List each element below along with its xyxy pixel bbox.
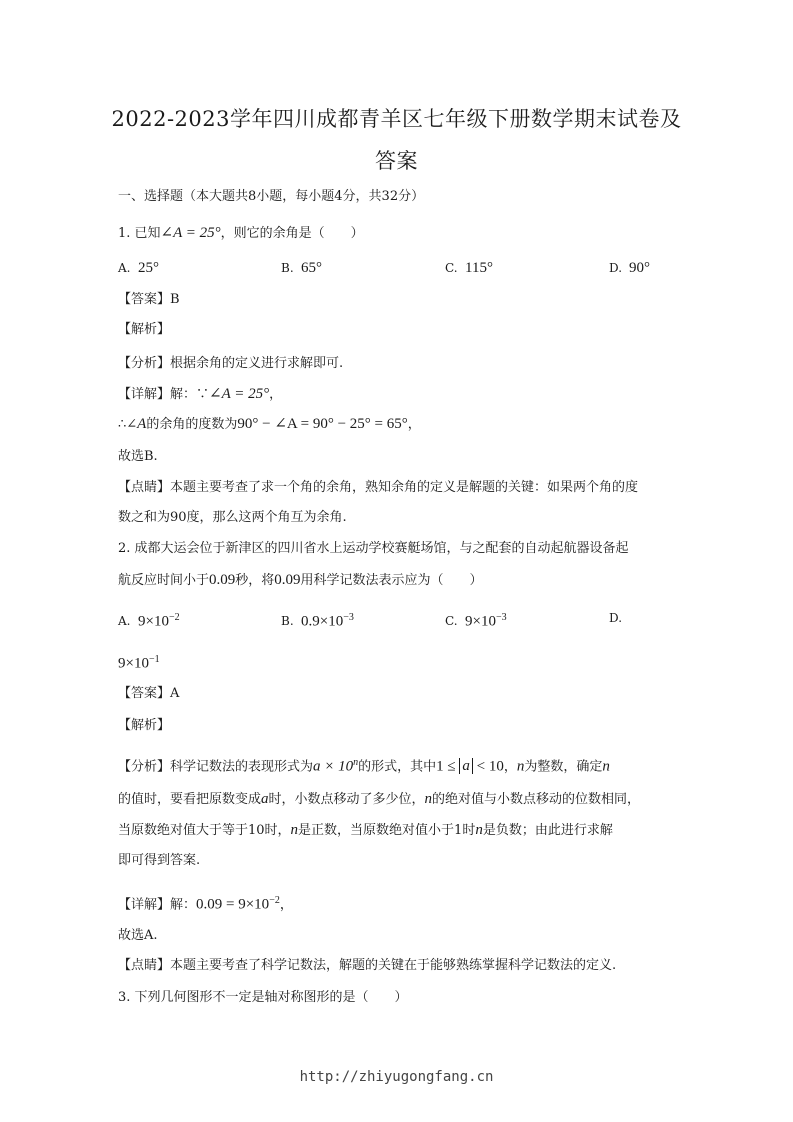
q2-fenxi-c: ， — [503, 759, 517, 775]
q2-line3-c: 是负数；由此进行求解 — [482, 823, 613, 838]
q2-stem-line-1: 2. 成都大运会位于新津区的四川省水上运动学校赛艇场馆，与之配套的自动起航器设备起 — [118, 541, 629, 556]
q2-xiangjie-math: 0.09 = 9×10 — [196, 896, 270, 913]
q2-line2-b: 时，小数点移动了多少位， — [268, 792, 425, 807]
q2-option-d-exp: −1 — [148, 654, 160, 665]
q2-fenxi-exp: n — [353, 757, 359, 768]
q2-option-d-value — [118, 650, 160, 674]
q2-option-a — [118, 608, 180, 632]
q2-line3-a: 当原数绝对值大于等于10时， — [118, 823, 291, 838]
q2-option-d-base: 9×10 — [118, 655, 149, 672]
q1-guxuan: 故选B. — [118, 449, 158, 464]
q1-therefore-var: A — [137, 416, 147, 432]
q2-jiexi: 【解析】 — [118, 718, 171, 733]
q2-stem-a: 航反应时间小于 — [118, 573, 210, 588]
q2-option-a-key: A. — [118, 614, 131, 629]
q2-line3-b: 是正数，当原数绝对值小于1时 — [298, 823, 476, 838]
q1-therefore-math: 90° − ∠A = 90° − 25° = 65° — [237, 416, 408, 432]
q2-fenxi-b: 的形式，其中 — [358, 759, 437, 775]
q1-therefore-pre: ∴∠ — [118, 417, 138, 432]
q1-xiangjie — [118, 384, 282, 405]
q2-stem-m1: 0.09 — [209, 572, 236, 588]
q2-stem-line-2 — [118, 570, 483, 591]
q1-jiexi: 【解析】 — [118, 322, 171, 337]
q3-stem: 3. 下列几何图形不一定是轴对称图形的是（ ） — [118, 990, 408, 1005]
q2-xiangjie-post: ， — [279, 897, 293, 913]
q2-fenxi-line-1 — [118, 753, 610, 777]
q1-option-a-key: A. — [118, 261, 131, 275]
q2-fenxi-abs: a — [459, 758, 473, 774]
q2-fenxi-m: a × 10 — [313, 758, 354, 775]
q1-therefore — [118, 414, 421, 435]
q2-xiangjie — [118, 891, 293, 915]
q1-option-a-value: 25° — [138, 260, 159, 276]
q2-line3-n1: n — [290, 822, 299, 838]
q2-fenxi-n1: n — [516, 758, 525, 775]
q2-fenxi-d: 为整数，确定 — [524, 759, 603, 775]
q2-option-c-key: C. — [445, 614, 458, 629]
q2-stem-m2: 0.09 — [274, 572, 301, 588]
q1-stem — [118, 223, 364, 244]
q1-dianjing-line-2: 数之和为90度，那么这两个角互为余角. — [118, 510, 347, 525]
q1-option-b — [281, 258, 322, 279]
q2-guxuan: 故选A. — [118, 928, 158, 943]
q2-xiangjie-pre: 【详解】解： — [118, 897, 197, 913]
q1-option-d-key: D. — [609, 261, 623, 275]
q2-line2-var: a — [261, 791, 269, 807]
q2-option-b — [281, 608, 354, 632]
section-heading: 一、选择题（本大题共8小题，每小题4分，共32分） — [118, 189, 425, 204]
q1-option-d-value: 90° — [629, 260, 650, 276]
q2-option-a-base: 9×10 — [138, 613, 169, 630]
q1-option-c — [445, 258, 493, 279]
q2-dianjing: 【点睛】本题主要考查了科学记数法，解题的关键在于能够熟练掌握科学记数法的定义. — [118, 958, 617, 973]
q1-fenxi: 【分析】根据余角的定义进行求解即可. — [118, 356, 344, 371]
q1-xiangjie-post: ， — [269, 387, 283, 402]
q1-stem-post: ，则它的余角是（ ） — [220, 226, 364, 241]
q2-fenxi-line-4: 即可得到答案. — [118, 853, 201, 868]
q1-stem-pre: 1. 已知 — [118, 226, 161, 241]
q1-option-b-key: B. — [281, 261, 294, 275]
q2-option-c — [445, 608, 507, 632]
q2-line3-n2: n — [475, 822, 483, 838]
q2-option-d — [609, 608, 629, 629]
q2-option-c-exp: −3 — [495, 612, 507, 623]
q2-option-a-exp: −2 — [168, 612, 180, 623]
q2-line2-a: 的值时，要看把原数变成 — [118, 792, 262, 807]
q2-option-b-key: B. — [281, 614, 294, 629]
q1-therefore-post: ， — [407, 417, 421, 432]
q2-line2-c: 的绝对值与小数点移动的位数相同， — [432, 792, 641, 807]
q2-xiangjie-exp: −2 — [269, 895, 280, 906]
q2-option-b-base: 0.9×10 — [301, 613, 344, 630]
q1-option-c-value: 115° — [465, 260, 493, 276]
q2-option-c-base: 9×10 — [465, 613, 496, 630]
q1-stem-math: ∠A = 25° — [160, 225, 221, 241]
q2-fenxi-n2: n — [602, 758, 610, 775]
q2-answer: 【答案】A — [118, 686, 180, 701]
q2-fenxi-ineq-left: 1 ≤ — [436, 758, 460, 775]
q1-xiangjie-math: ∠A = 25° — [209, 386, 270, 402]
q2-fenxi-ineq-right: < 10 — [472, 758, 504, 775]
q2-option-b-exp: −3 — [343, 612, 354, 623]
q1-option-d — [609, 258, 650, 279]
q2-fenxi-a: 【分析】科学记数法的表现形式为 — [118, 759, 314, 775]
q2-fenxi-line-3 — [118, 820, 613, 841]
q1-answer: 【答案】B — [118, 292, 180, 307]
q2-line2-n: n — [424, 791, 433, 807]
q2-fenxi-line-2 — [118, 789, 640, 810]
q1-option-c-key: C. — [445, 261, 458, 275]
q1-dianjing-line-1: 【点睛】本题主要考查了求一个角的余角，熟知余角的定义是解题的关键：如果两个角的度 — [118, 480, 639, 495]
document-title-line-1: 2022-2023学年四川成都青羊区七年级下册数学期末试卷及 — [111, 107, 682, 131]
q1-therefore-mid: 的余角的度数为 — [146, 417, 238, 432]
q2-stem-b: 秒，将 — [235, 573, 275, 588]
q2-stem-c: 用科学记数法表示应为（ ） — [300, 573, 483, 588]
q1-option-b-value: 65° — [301, 260, 322, 276]
q1-xiangjie-pre: 【详解】解：∵ — [118, 387, 210, 402]
q2-option-d-key: D. — [609, 611, 623, 625]
document-title-line-2: 答案 — [375, 149, 418, 173]
footer-url: http://zhiyugongfang.cn — [299, 1069, 494, 1085]
q1-option-a — [118, 258, 159, 279]
